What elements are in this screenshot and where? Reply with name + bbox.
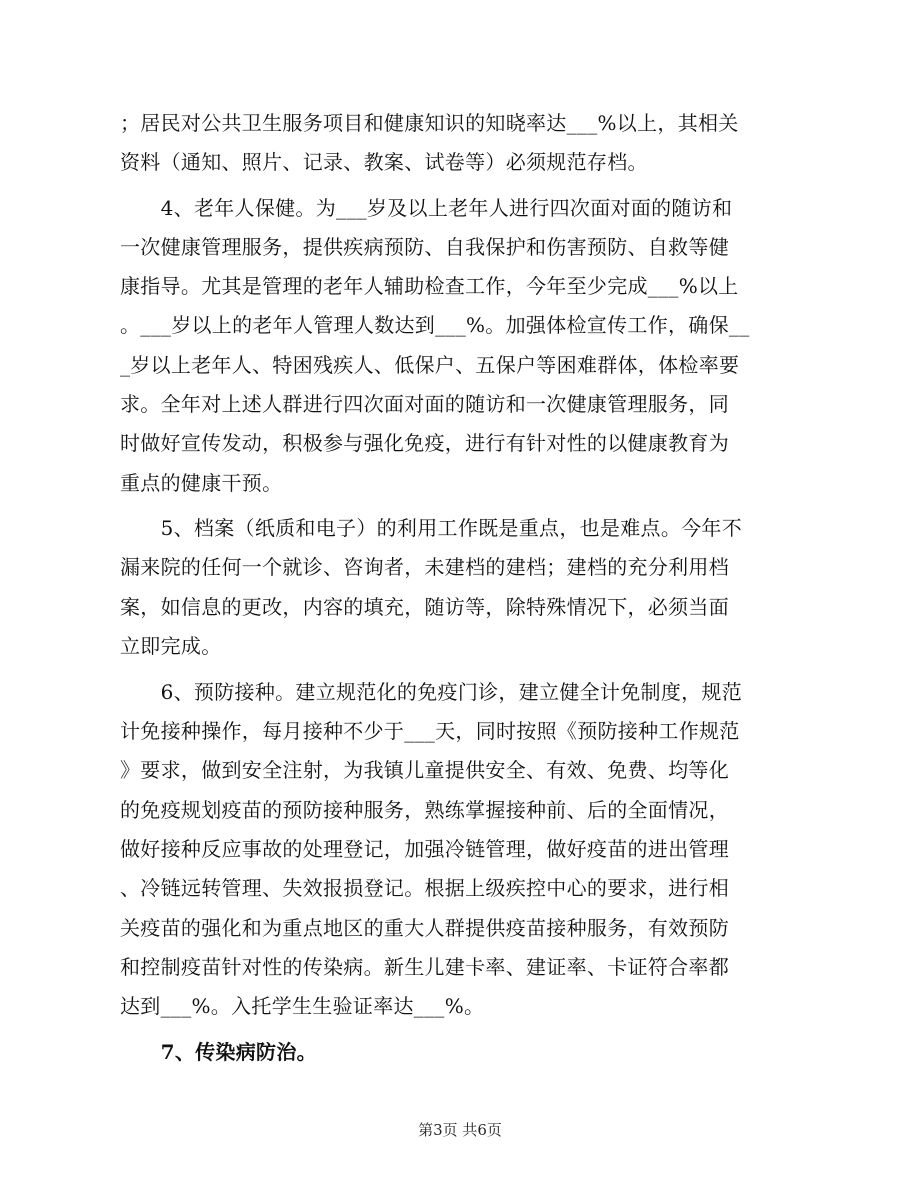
- text-line: 的免疫规划疫苗的预防接种服务，熟练掌握接种前、后的全面情况，: [120, 798, 729, 822]
- text-line: 漏来院的任何一个就诊、咨询者，未建档的建档；建档的充分利用档: [120, 555, 729, 579]
- text-line: 资料（通知、照片、记录、教案、试卷等）必须规范存档。: [120, 150, 648, 174]
- text-line: 求。全年对上述人群进行四次面对面的随访和一次健康管理服务，同: [120, 392, 729, 416]
- text-line: 、冷链远转管理、失效报损登记。根据上级疾控中心的要求，进行相: [120, 876, 729, 900]
- text-line: 关疫苗的强化和为重点地区的重大人群提供疫苗接种服务，有效预防: [120, 916, 729, 940]
- text-line: 和控制疫苗针对性的传染病。新生儿建卡率、建证率、卡证符合率都: [120, 955, 729, 979]
- text-line: 一次健康管理服务，提供疾病预防、自我保护和伤害预防、自救等健: [120, 235, 729, 259]
- page-number: 第3页 共6页: [418, 1121, 502, 1139]
- text-line: ；居民对公共卫生服务项目和健康知识的知晓率达___%以上，其相关: [120, 111, 739, 135]
- text-line: 时做好宣传发动，积极参与强化免疫，进行有针对性的以健康教育为: [120, 431, 729, 455]
- text-line: 》要求，做到安全注射，为我镇儿童提供安全、有效、免费、均等化: [120, 758, 729, 782]
- text-line: 4、老年人保健。为___岁及以上老年人进行四次面对面的随访和: [120, 196, 733, 220]
- text-line: 做好接种反应事故的处理登记，加强冷链管理，做好疫苗的进出管理: [120, 837, 729, 861]
- text-line: _岁以上老年人、特困残疾人、低保户、五保户等困难群体，体检率要: [120, 353, 740, 377]
- section-heading: 7、传染病防治。: [120, 1040, 317, 1064]
- text-line: 立即完成。: [120, 634, 222, 658]
- text-line: 5、档案（纸质和电子）的利用工作既是重点，也是难点。今年不: [120, 516, 743, 540]
- text-line: 康指导。尤其是管理的老年人辅助检查工作，今年至少完成___%以上: [120, 274, 739, 298]
- text-line: 案，如信息的更改，内容的填充，随访等，除特殊情况下，必须当面: [120, 595, 729, 619]
- text-line: 6、预防接种。建立规范化的免疫门诊，建立健全计免制度，规范: [120, 680, 743, 704]
- text-line: 计免接种操作，每月接种不少于___天，同时按照《预防接种工作规范: [120, 719, 740, 743]
- text-line: 达到___%。入托学生生验证率达___%。: [120, 994, 485, 1018]
- text-line: 。___岁以上的老年人管理人数达到___%。加强体检宣传工作，确保__: [120, 313, 750, 337]
- text-line: 重点的健康干预。: [120, 471, 283, 495]
